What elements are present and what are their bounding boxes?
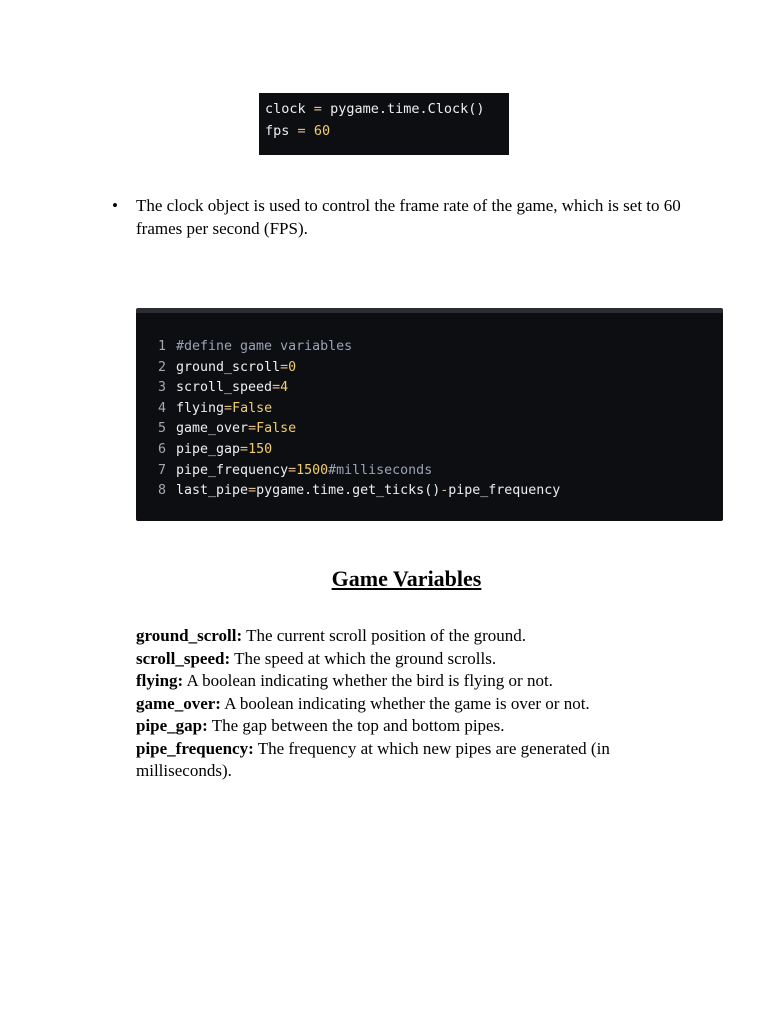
variable-description: A boolean indicating whether the bird is flying or not. (186, 671, 553, 690)
variable-term: pipe_gap: (136, 716, 208, 735)
code-snippet-game-variables (136, 308, 723, 521)
line-number: 8 (157, 483, 166, 499)
line-number: 3 (157, 380, 166, 396)
code-identifier: ground_scroll (176, 359, 281, 375)
code-line (136, 419, 723, 440)
variable-description: A boolean indicating whether the game is over or not. (224, 693, 590, 713)
code-line (136, 440, 723, 461)
code-value: 0 (288, 359, 297, 375)
bullet-marker: • (112, 196, 118, 215)
code-identifier: fps (265, 123, 290, 139)
line-number: 6 (157, 441, 166, 457)
variable-item (136, 625, 656, 648)
variable-list (136, 625, 656, 783)
code-operator: = (248, 421, 257, 437)
line-number: 2 (157, 359, 166, 375)
code-identifier: flying (176, 400, 225, 416)
variable-term: ground_scroll: (136, 626, 243, 645)
code-line (136, 399, 723, 420)
code-operator: = (288, 462, 297, 478)
code-value: pygame.time.Clock() (330, 101, 485, 117)
code-line (136, 358, 723, 379)
variable-description: The gap between the top and bottom pipes. (211, 716, 505, 735)
variable-item (136, 738, 656, 783)
line-number: 1 (157, 339, 166, 354)
code-identifier: pipe_frequency (176, 462, 289, 478)
code-operator: = (272, 380, 281, 396)
variable-description: The speed at which the ground scrolls. (234, 648, 497, 668)
code-comment: #define game variables (176, 339, 353, 354)
variable-item (136, 693, 656, 716)
variable-term: flying: (136, 671, 184, 690)
code-value: 1500 (296, 462, 329, 478)
code-operator: - (440, 483, 449, 499)
section-heading: Game Variables (331, 566, 482, 591)
variable-item (136, 648, 656, 671)
code-line (136, 461, 723, 482)
code-identifier: game_over (176, 421, 249, 437)
line-number: 4 (157, 400, 166, 416)
variable-term: pipe_frequency: (136, 738, 254, 758)
code-snippet-clock (259, 93, 509, 155)
code-identifier: pipe_gap (176, 441, 241, 457)
code-operator: = (224, 400, 233, 416)
code-value: pygame.time.get_ticks() (256, 483, 441, 499)
code-value: 150 (248, 441, 273, 457)
code-comment: #milliseconds (328, 462, 433, 478)
code-operator: = (313, 101, 322, 117)
code-line (265, 120, 503, 142)
variable-term: scroll_speed: (136, 648, 231, 668)
variable-term: game_over: (136, 693, 221, 713)
variable-item (136, 670, 656, 693)
code-line (136, 378, 723, 399)
line-number: 5 (157, 421, 166, 437)
code-value: 60 (313, 123, 331, 139)
code-value: 4 (280, 380, 289, 396)
variable-item (136, 715, 656, 738)
code-operator: = (297, 123, 306, 139)
bullet-text: The clock object is used to control the frame rate of the game, which is set to 60 frames per second (FPS). (136, 196, 681, 238)
code-operator: = (248, 483, 257, 499)
code-value: False (256, 421, 297, 437)
code-identifier: last_pipe (176, 483, 249, 499)
code-operator: = (240, 441, 249, 457)
code-identifier: clock (265, 101, 306, 117)
code-line (136, 337, 723, 358)
code-line (136, 481, 723, 502)
code-identifier: scroll_speed (176, 380, 273, 396)
code-value: False (232, 400, 273, 416)
variable-description: The frequency at which new pipes are generated (in milliseconds). (136, 738, 610, 780)
line-number: 7 (157, 462, 166, 478)
code-identifier: pipe_frequency (448, 483, 561, 499)
variable-description: The current scroll position of the ground. (246, 626, 527, 645)
code-operator: = (280, 359, 289, 375)
code-line (265, 98, 503, 120)
